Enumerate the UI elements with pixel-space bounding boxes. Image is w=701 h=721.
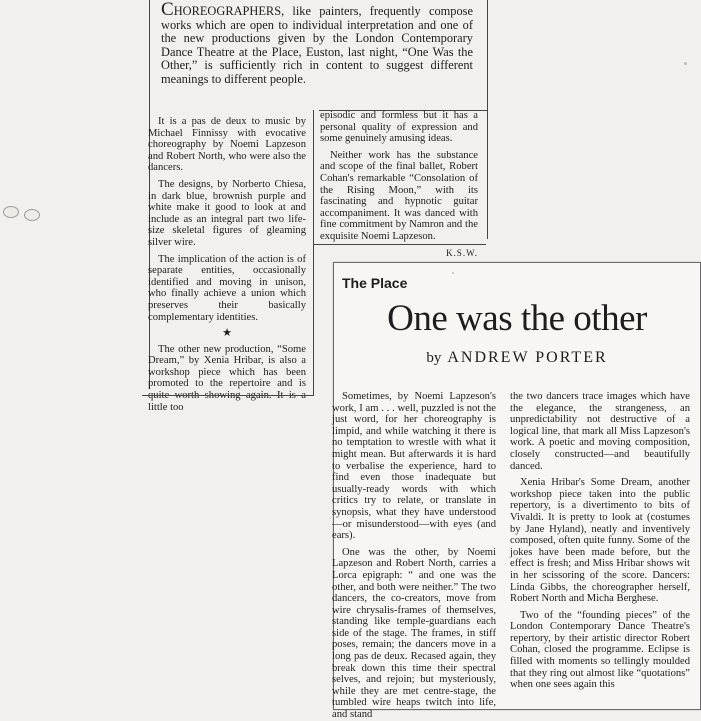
column-rule bbox=[487, 0, 488, 239]
article-paragraph: The implication of the action is of separate entities, occasionally identified and moving in unison, who finally achieve a union which preserves their basically complementary identities. bbox=[148, 253, 306, 323]
scan-speck bbox=[452, 272, 454, 274]
article-paragraph: Two of the “founding pieces” of the London Contemporary Dance Theatre's repertory, by their artistic director Robert Cohan, closed the programme. Eclipse is filled with moments so tellingly moulded that they ring out almost like “quotations” when one sees again this bbox=[510, 609, 690, 691]
author-signature: K.S.W. bbox=[446, 247, 478, 258]
section-kicker: The Place bbox=[342, 275, 408, 291]
clipping-border bbox=[314, 244, 486, 245]
article-paragraph: It is a pas de deux to music by Michael Finnissy with evocative choreography by Noemi Lapzeson and Robert North, who were also the dancers. bbox=[148, 116, 306, 174]
article-headline: One was the other bbox=[387, 298, 647, 339]
byline-prefix: by bbox=[426, 350, 442, 366]
article-paragraph: Sometimes, by Noemi Lapzeson's work, I am . . . well, puzzled is not the just word, for her choreography is limpid, and while watching it there is no temptation to wrestle with what it might mean. But afterwards it is hard to verbalise the experience, hard to find even those inadequate but usually-ready words with which critics try to relate, or translate in synopsis, what they have understood—or misunderstood—with eyes (and ears). bbox=[332, 391, 496, 542]
right-clipping-column-2 bbox=[510, 391, 690, 709]
article-paragraph: CHOREOGRAPHERS, like painters, frequently compose works which are open to individual interpretation and one of the new productions given by the London Contemporary Dance Theatre at the Place, Euston, last night, “One Was the Other,” is sufficiently rich in content to suggest different meanings to different people. bbox=[161, 0, 473, 86]
byline-author: ANDREW PORTER bbox=[447, 349, 608, 366]
left-clipping-column-2 bbox=[320, 110, 478, 258]
article-paragraph: The other new production, “Some Dream,” by Xenia Hribar, is also a workshop piece which has been promoted to the repertoire and is little too bbox=[148, 343, 306, 413]
scan-speck bbox=[684, 62, 687, 65]
article-byline bbox=[334, 349, 700, 367]
article-paragraph: episodic and formless but it has a personal quality of expression and some genuinely amusing ideas. bbox=[320, 110, 478, 145]
punch-hole bbox=[24, 209, 40, 221]
left-clipping-top-column bbox=[161, 0, 473, 111]
section-divider-star: ★ bbox=[222, 327, 232, 340]
right-clipping bbox=[332, 262, 701, 721]
article-paragraph: the two dancers trace images which have the elegance, the strangeness, an unpredictability not destructive of a logical line, that mark all Miss Lapzeson's work. A poetic and moving composition, closely constructed—and beautifully danced. bbox=[510, 391, 690, 472]
left-clipping-column-1 bbox=[148, 116, 306, 413]
column-rule bbox=[313, 110, 314, 396]
article-paragraph: The designs, by Norberto Chiesa, in dark blue, brownish purple and white make it good to look at and include as an integral part two life-size skeletal figures of gleaming silver wire. bbox=[148, 178, 306, 248]
article-paragraph: Neither work has the substance and scope of the final ballet, Robert Cohan's remarkable “Consolation of the Rising Moon,” with its fascinating and hypnotic guitar accompaniment. It was danced with fine commitment by Namron and the exquisite Noemi Lapzeson. bbox=[320, 149, 478, 242]
clipping-border bbox=[142, 395, 314, 396]
punch-hole bbox=[3, 206, 19, 218]
right-clipping-column-1 bbox=[332, 391, 496, 721]
article-paragraph: One was the other, by Noemi Lapzeson and Robert North, carries a Lorca epigraph: “ and one was the other, and both were neither.” The two dancers, the co-creators, move from wire chrysalis-frames of themselves, standing like temple-guardians each side of the stage. The frames, in stiff poses, remain; the dancers move in a long pas de deux. Recased again, they break down this time their spectral selves, and rejoin; but mysteriously, while they are met centre-stage, the tumbled wire heaps twitch into life, and stand bbox=[332, 546, 496, 721]
article-paragraph: Xenia Hribar's Some Dream, another workshop piece taken into the public repertory, is a divertimento to bits of Vivaldi. It is pretty to look at (costumes by Jane Hyland), neatly and inventively composed, often quite funny. Some of the jokes have been made before, but the effect is fresh; and Miss Hribar shows wit in her scissoring of the score. Dancers: Linda Gibbs, the choreographer herself, Robert North and Micha Berghese. bbox=[510, 477, 690, 605]
drop-cap: C bbox=[161, 0, 174, 20]
